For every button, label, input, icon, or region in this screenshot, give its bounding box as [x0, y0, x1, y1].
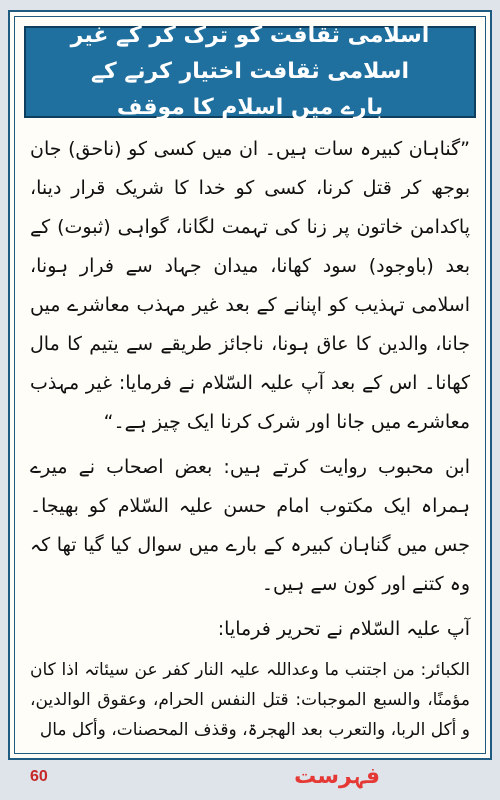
- chapter-title-banner: [24, 23, 476, 120]
- paragraph-imam-wrote: آپ علیہ السّلام نے تحریر فرمایا:: [217, 618, 470, 640]
- paragraph-hadith: ”گناہان کبیرہ سات ہیں۔ ان میں کسی کو (ناحق) جان بوجھ کر قتل کرنا، کسی کو خدا کا شریک قرار دینا، پاکدامن خاتون پر زنا کی تہمت لگانا، گواہی (ثبوت) کے بعد (باوجود) سود کھانا، میدان جہاد سے فرار ہونا، اسلامی تہذیب کو اپنانے کے بعد غیر مہذب معاشرے میں جانا، والدین کا عاق ہونا، ناجائز طریقے سے یتیم کا مال کھانا۔ اس کے بعد آپ علیہ السّلام نے فرمایا: غیر مہذب معاشرے میں جانا اور شرک کرنا ایک چیز ہے۔“: [30, 138, 470, 433]
- chapter-title-line-1: اسلامی ثقافت کو ترک کر کے غیر اسلامی ثقافت اختیار کرنے کے: [70, 23, 430, 84]
- page-footer: [0, 760, 500, 800]
- arabic-quote: الکبائر: من اجتنب ما وعداللہ علیہ النار کفر عن سیئاتہ اذا کان مؤمنًا، والسبع الموجبات: قتل النفس الحرام، وعقوق الوالدین، و أکل الربا، والتعرب بعد الھجرۃ، وقذف المحصنات، وأکل مال: [30, 660, 470, 740]
- page-frame: [8, 10, 492, 760]
- index-link[interactable]: فہرست: [294, 764, 380, 789]
- page-number: 60: [30, 768, 48, 785]
- body-text: [30, 130, 470, 751]
- paragraph-narration: ابن محبوب روایت کرتے ہیں: بعض اصحاب نے میرے ہمراہ ایک مکتوب امام حسن علیہ السّلام کو بھیجا۔ جس میں گناہان کبیرہ کے بارے میں سوال کیا گیا تھا کہ وہ کتنے اور کون سے ہیں۔: [30, 456, 470, 595]
- chapter-title-line-2: بارے میں اسلام کا موقف: [116, 95, 384, 120]
